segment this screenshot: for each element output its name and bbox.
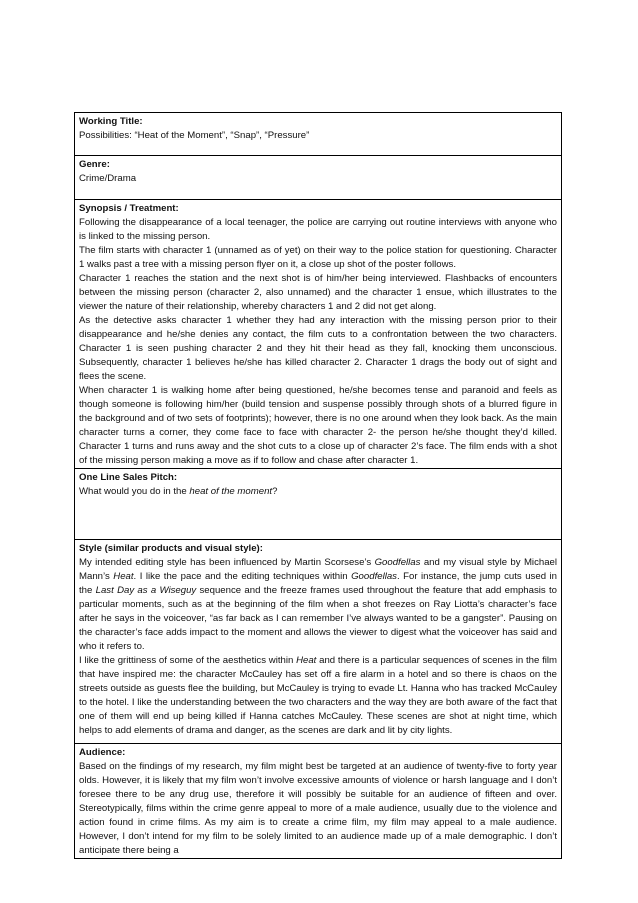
genre-heading: Genre:	[79, 159, 110, 170]
working-title-cell	[75, 113, 562, 156]
style-text-part: and there is a particular sequences of scenes in the film that have inspired me: the character McCauley has set off a fire alarm in a hotel and so there is chaos on the streets outside as guests flee the building, but McCauley is trying to evade Lt. Hanna who has tracked McCauley to the hotel. I like the understanding between the two characters and the way they are both aware of the fact that one of them will end up being killed if Hanna catches McCauley. These scenes are shot at night time, which helps to add elements of drama and danger, as the scenes are dark and lit by city lights.	[79, 655, 557, 736]
sales-pitch-text	[79, 485, 557, 499]
sales-pitch-italic: heat of the moment	[189, 486, 273, 497]
style-italic-title: Heat	[296, 655, 317, 666]
synopsis-paragraph: When character 1 is walking home after being questioned, he/she becomes tense and paranoid and feels as though someone is following him/her (build tension and suspense possibly through shots of a blurred figure in the background and of two sets of footprints); however, there is no one around when they look back. As the main character turns a corner, they come face to face with character 2- the person he/she thought they’d killed. Character 1 turns and runs away and the shot cuts to a close up of character 2’s face. The film ends with a shot of the missing person making a move as if to follow and chase after character 1.	[79, 385, 557, 466]
genre-text: Crime/Drama	[79, 173, 137, 184]
audience-text: Based on the findings of my research, my film might best be targeted at an audience of twenty-five to forty year olds. However, it is likely that my film won’t involve excessive amounts of violence or harsh language and I don’t foresee there to be any drug use, therefore it will possibly be suitable for an audience of fifteen and over. Stereotypically, films within the crime genre appeal to more of a male audience, usually due to the violence and action found in crime films. As my aim is to create a crime film, my film may appeal to a male audience. However, I don’t intend for my film to be solely limited to an audience made up of a male demographic. I don’t anticipate there being a	[79, 761, 557, 856]
style-text-part: sequence and the freeze frames used throughout the feature that add emphasis to particular moments, such as at the beginning of the film when a shot freezes on Ray Liotta’s character’s face after he says in the voiceover, “as far back as I can remember I’ve always wanted to be a gangster”. Pausing on the character’s face adds impact to the moment and allows the viewer to digest what the voiceover has said and who it refers to.	[79, 585, 557, 652]
treatment-form-table	[74, 112, 562, 859]
style-paragraph	[79, 556, 557, 654]
style-italic-title: Goodfellas	[351, 571, 397, 582]
style-text-part: . For instance, the jump cuts used in the	[79, 571, 558, 596]
synopsis-paragraph: The film starts with character 1 (unnamed as of yet) on their way to the police station for questioning. Character 1 walks past a tree with a missing person flyer on it, a close up shot of the poster follows.	[79, 245, 557, 270]
sales-pitch-heading: One Line Sales Pitch:	[79, 472, 178, 483]
genre-row	[75, 156, 562, 200]
working-title-text: Possibilities: “Heat of the Moment”, “Snap”, “Pressure”	[79, 130, 310, 141]
genre-cell	[75, 156, 562, 200]
synopsis-paragraph: Character 1 reaches the station and the next shot is of him/her being interviewed. Flashbacks of encounters between the missing person (character 2, also unnamed) and the character 1 ensue, which illustrates to the viewer the nature of their relationship, whereby characters 1 and 2 did not get along.	[79, 273, 557, 312]
style-paragraph	[79, 654, 557, 738]
synopsis-cell	[75, 200, 562, 469]
synopsis-paragraph: As the detective asks character 1 whether they had any interaction with the missing person prior to their disappearance and he/she denies any contact, the film cuts to a confrontation between the two characters. Character 1 is seen pushing character 2 and they hit their head as they fall, knocking them unconscious. Subsequently, character 1 believes he/she has killed character 2. Character 1 drags the body out of sight and flees the scene.	[79, 315, 557, 382]
style-row	[75, 540, 562, 744]
audience-row	[75, 744, 562, 859]
style-text-part: My intended editing style has been influenced by Martin Scorsese’s	[79, 557, 375, 568]
sales-pitch-text-part: What would you do in the	[79, 486, 190, 497]
audience-heading: Audience:	[79, 747, 126, 758]
style-heading: Style (similar products and visual style):	[79, 543, 263, 554]
sales-pitch-cell	[75, 469, 562, 540]
style-text-part: I like the grittiness of some of the aesthetics within	[79, 655, 297, 666]
style-italic-title: Last Day as a Wiseguy	[95, 585, 197, 596]
audience-cell	[75, 744, 562, 859]
style-text-part: and my visual style by Michael Mann’s	[79, 557, 558, 582]
synopsis-heading: Synopsis / Treatment:	[79, 203, 179, 214]
style-italic-title: Heat	[113, 571, 134, 582]
sales-pitch-row	[75, 469, 562, 540]
working-title-row	[75, 113, 562, 156]
style-text-part: . I like the pace and the editing techniques within	[133, 571, 352, 582]
style-italic-title: Goodfellas	[374, 557, 421, 568]
working-title-heading: Working Title:	[79, 116, 143, 127]
synopsis-row	[75, 200, 562, 469]
sales-pitch-text-part: ?	[272, 486, 278, 497]
style-cell	[75, 540, 562, 744]
synopsis-paragraph: Following the disappearance of a local teenager, the police are carrying out routine interviews with anyone who is linked to the missing person.	[79, 217, 557, 242]
